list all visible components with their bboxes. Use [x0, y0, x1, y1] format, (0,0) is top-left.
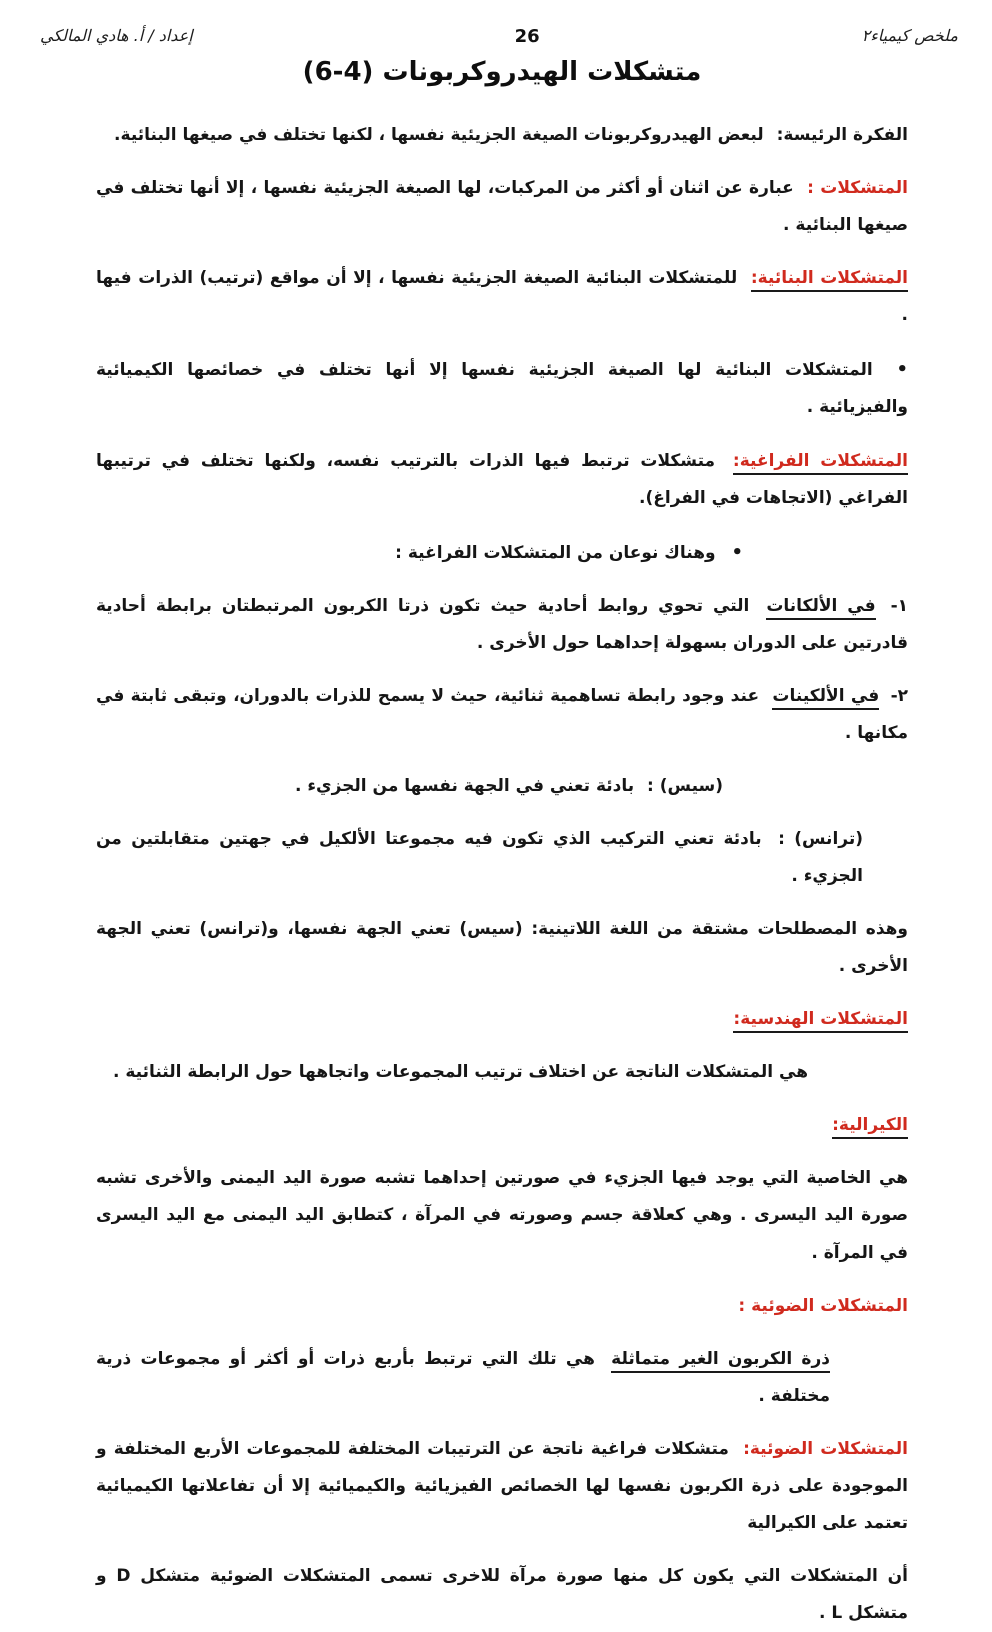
text-structural-note: المتشكلات البنائية لها الصيغة الجزيئية نفسها إلا أنها تختلف في خصائصها الكيميائية والفيزيائية .	[96, 360, 908, 418]
lead-isomers: المتشكلات :	[807, 178, 908, 199]
paragraph-alkenes-item	[96, 678, 908, 752]
paragraph-two-types	[96, 533, 743, 572]
paragraph-spatial-isomers	[96, 443, 908, 517]
header-author-note: إعداد / أ. هادي المالكي	[40, 26, 193, 45]
text-two-types: وهناك نوعان من المتشكلات الفراغية :	[395, 542, 716, 563]
text-latin-origin: وهذه المصطلحات مشتقة من اللغة اللاتينية: (سيس) تعني الجهة نفسها، و(ترانس) تعني الجهة الأخرى .	[96, 919, 908, 977]
paragraph-structural-isomers	[96, 260, 908, 334]
paragraph-optical-definition	[96, 1431, 908, 1542]
section-title: متشكلات الهيدروكربونات (4-6)	[302, 57, 702, 87]
page-number: 26	[514, 26, 540, 47]
bullet-marker: •	[731, 541, 743, 563]
lead-alkenes: في الألكينات	[772, 686, 879, 710]
text-main-idea: لبعض الهيدروكربونات الصيغة الجزيئية نفسها ، لكنها تختلف في صيغها البنائية.	[114, 125, 764, 145]
paragraph-isomers-definition	[96, 170, 908, 244]
text-trans: بادئة تعني التركيب الذي تكون فيه مجموعتا الألكيل في جهتين متقابلتين من الجزيء .	[96, 829, 863, 887]
text-optical-definition-continued: أن المتشكلات التي يكون كل منها صورة مرآة للاخرى تسمى المتشكلات الضوئية متشكل D و متشكل L .	[96, 1565, 908, 1623]
paragraph-asymmetric-carbon	[96, 1341, 830, 1415]
paragraph-chirality-definition	[96, 1160, 908, 1271]
lead-trans: (ترانس) :	[778, 829, 863, 850]
text-structural-isomers: للمتشكلات البنائية الصيغة الجزيئية نفسها ، إلا أن مواقع (ترتيب) الذرات فيها .	[96, 268, 908, 326]
paragraph-main-idea	[96, 117, 908, 154]
heading-optical-isomers	[96, 1288, 908, 1325]
lead-optical-definition: المتشكلات الضوئية:	[743, 1438, 908, 1459]
text-chirality-definition: هي الخاصية التي يوجد فيها الجزيء في صورتين إحداهما تشبه صورة اليد اليمنى والأخرى تشبه صورة اليد اليسرى . وهي كعلاقة جسم وصورته في المرآة ، كتطابق اليد اليمنى مع اليد اليسرى في المرآة .	[96, 1168, 908, 1263]
paragraph-alkanes-item	[96, 588, 908, 662]
text-alkanes: التي تحوي روابط أحادية حيث تكون ذرتا الكربون المرتبطتان برابطة أحادية قادرتين على الدوران بسهولة إحداهما حول الأخرى .	[96, 595, 908, 653]
heading-chirality	[96, 1107, 908, 1144]
text-asymmetric-carbon: هي تلك التي ترتبط بأربع ذرات أو أكثر أو مجموعات ذرية مختلفة .	[96, 1348, 830, 1406]
paragraph-structural-note	[96, 350, 908, 426]
text-isomers: عبارة عن اثنان أو أكثر من المركبات، لها الصيغة الجزيئية نفسها ، إلا أنها تختلف في صيغها البنائية .	[96, 178, 908, 236]
paragraph-trans-definition	[96, 821, 863, 895]
text-alkenes: عند وجود رابطة تساهمية ثنائية، حيث لا يسمح للذرات بالدوران، وتبقى ثابتة في مكانها .	[96, 685, 908, 743]
text-geometric-definition: هي المتشكلات الناتجة عن اختلاف ترتيب المجموعات واتجاهها حول الرابطة الثنائية .	[112, 1062, 808, 1083]
heading-optical-label: المتشكلات الضوئية :	[738, 1295, 908, 1316]
paragraph-geometric-definition	[96, 1054, 808, 1091]
lead-alkanes: في الألكانات	[766, 596, 875, 620]
text-spatial-isomers: متشكلات ترتبط فيها الذرات بالترتيب نفسه، ولكنها تختلف في ترتيبها الفراغي (الاتجاهات في الفراغ).	[96, 450, 908, 508]
lead-cis: (سيس) :	[647, 776, 723, 797]
heading-geometric-isomers	[96, 1001, 908, 1038]
bullet-marker: •	[896, 359, 908, 381]
paragraph-optical-definition-continued	[96, 1558, 908, 1632]
list-number-2: ٢-	[890, 685, 909, 706]
lead-structural-isomers: المتشكلات البنائية:	[751, 268, 908, 292]
text-cis: بادئة تعني في الجهة نفسها من الجزيء .	[294, 776, 635, 797]
list-number-1: ١-	[890, 595, 909, 616]
page-header	[40, 26, 958, 47]
lead-main-idea: الفكرة الرئيسة:	[776, 125, 908, 145]
heading-geometric-label: المتشكلات الهندسية:	[733, 1009, 908, 1033]
heading-chirality-label: الكيرالية:	[832, 1115, 908, 1139]
header-course-note: ملخص كيمياء٢	[861, 26, 958, 45]
paragraph-latin-origin	[96, 911, 908, 985]
paragraph-cis-definition	[96, 768, 723, 805]
lead-spatial-isomers: المتشكلات الفراغية:	[733, 451, 908, 475]
text-optical-definition: متشكلات فراغية ناتجة عن الترتيبات المختلفة للمجموعات الأربع المختلفة و الموجودة على ذرة الكربون نفسها لها الخصائص الفيزيائية والكيميائية إلا أن تفاعلاتها الكيميائية تعتمد على الكيرالية	[96, 1438, 908, 1533]
lead-asymmetric-carbon: ذرة الكربون الغير متماثلة	[611, 1349, 830, 1373]
